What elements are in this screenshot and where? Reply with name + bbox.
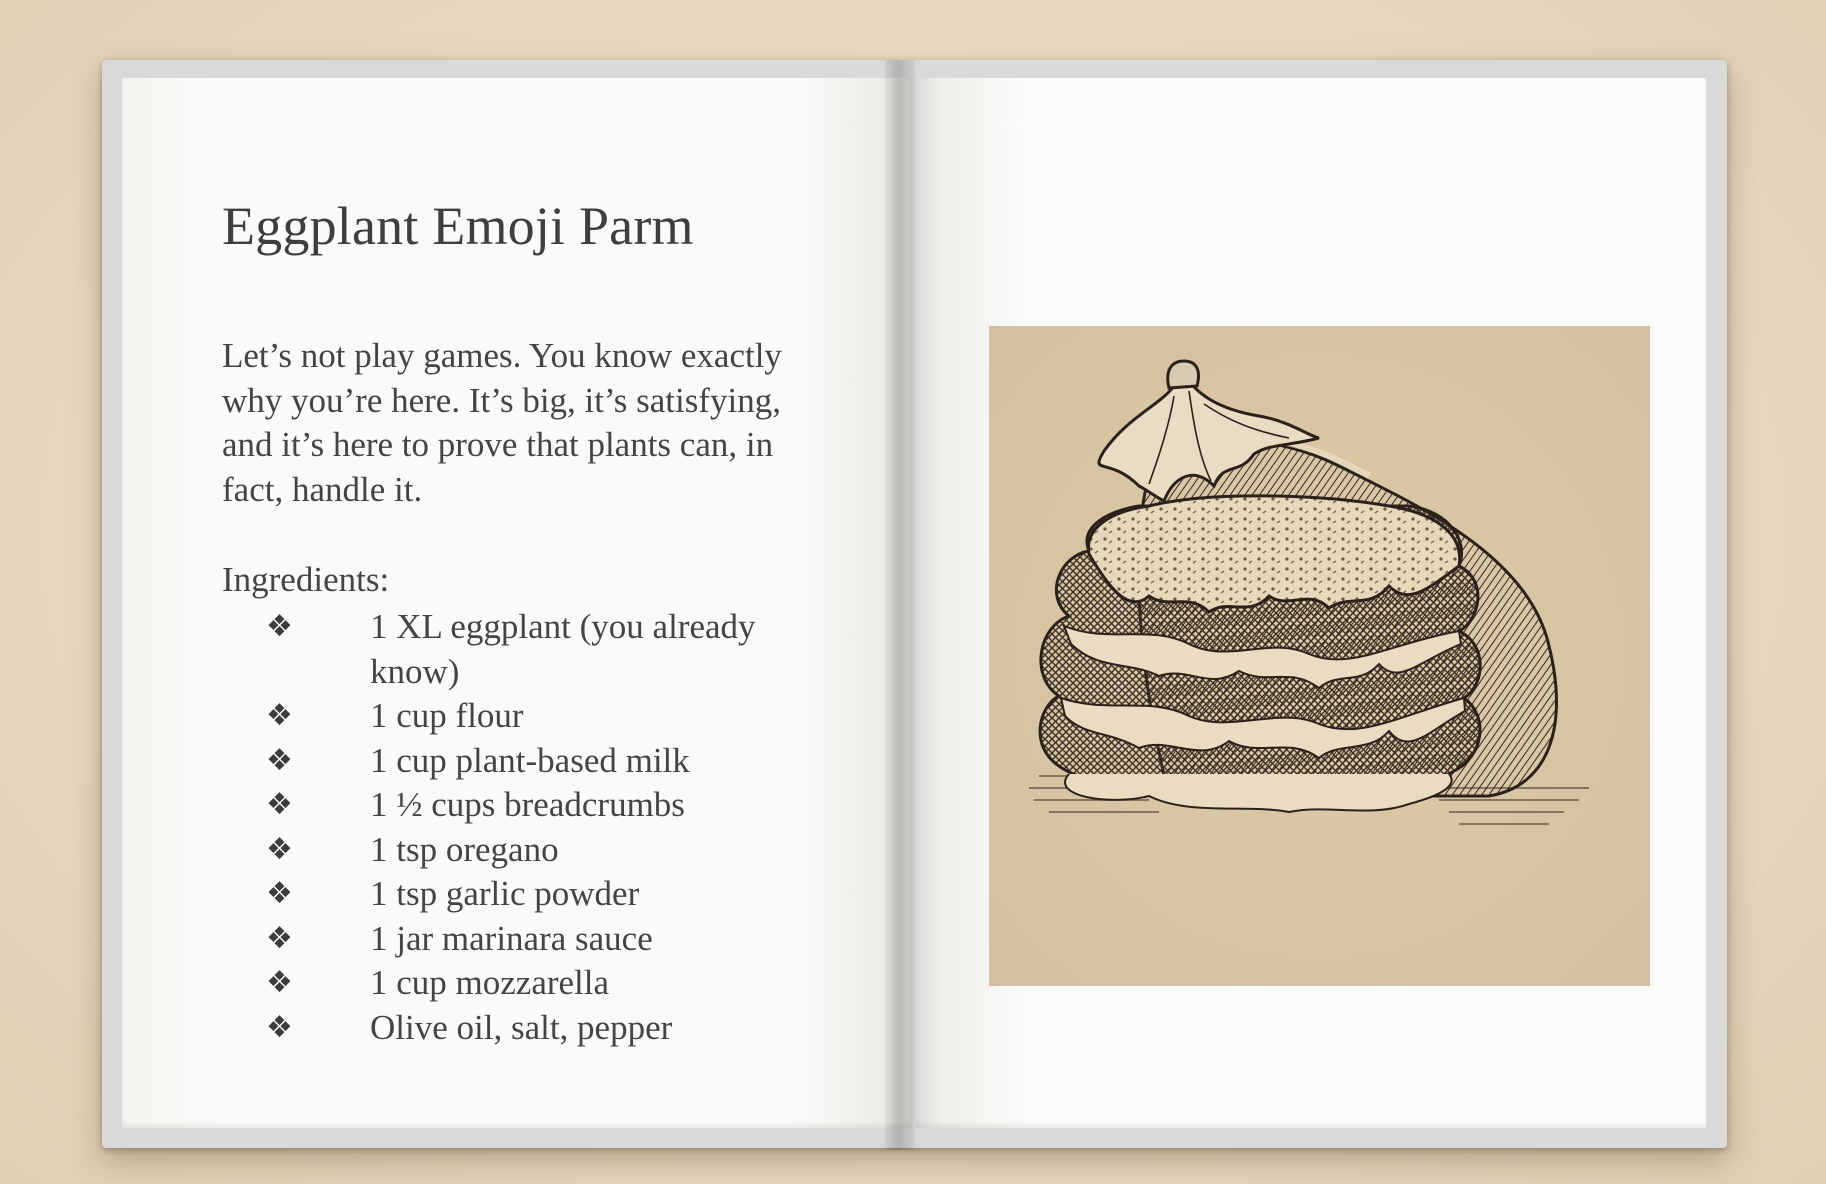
ingredient-text: Olive oil, salt, pepper <box>370 1007 673 1047</box>
diamond-bullet-icon: ❖ <box>266 920 293 956</box>
ingredient-item <box>222 1006 822 1051</box>
ingredient-text: 1 jar marinara sauce <box>370 918 653 958</box>
ingredients-heading: Ingredients: <box>222 560 390 599</box>
eggplant-parm-stack-icon <box>989 326 1650 986</box>
book-spine <box>885 60 915 1150</box>
ingredient-item <box>222 739 822 784</box>
diamond-bullet-icon: ❖ <box>266 698 293 733</box>
ingredients-list <box>222 605 822 1050</box>
ingredient-item <box>222 917 822 962</box>
ingredient-text: 1 cup plant-based milk <box>370 740 690 780</box>
diamond-bullet-icon: ❖ <box>266 965 293 1000</box>
diamond-bullet-icon: ❖ <box>266 609 293 644</box>
recipe-intro: Let’s not play games. You know exactly why you’re here. It’s big, it’s satisfying, and it’s here to prove that plants can, in fact, handle it. <box>222 336 782 509</box>
diamond-bullet-icon: ❖ <box>266 787 293 822</box>
ingredient-text: 1 tsp garlic powder <box>370 874 640 913</box>
ingredient-item <box>222 828 822 873</box>
ingredient-item <box>222 605 822 694</box>
diamond-bullet-icon: ❖ <box>266 831 293 867</box>
ingredient-item <box>222 694 822 739</box>
ingredient-text: 1 cup mozzarella <box>370 963 610 1002</box>
ingredient-text: 1 ½ cups breadcrumbs <box>370 785 685 824</box>
ingredient-text: 1 cup flour <box>370 696 524 735</box>
ingredient-text: 1 tsp oregano <box>370 829 559 869</box>
diamond-bullet-icon: ❖ <box>266 1009 293 1045</box>
diamond-bullet-icon: ❖ <box>266 876 293 911</box>
ingredient-item <box>222 961 822 1006</box>
ingredient-item <box>222 872 822 917</box>
parm-stack <box>1040 496 1480 812</box>
ingredient-item <box>222 783 822 828</box>
eggplant-parm-illustration <box>989 326 1650 986</box>
ingredient-text: 1 XL eggplant (you already know) <box>370 607 756 691</box>
diamond-bullet-icon: ❖ <box>266 742 293 778</box>
recipe-title: Eggplant Emoji Parm <box>222 196 694 256</box>
